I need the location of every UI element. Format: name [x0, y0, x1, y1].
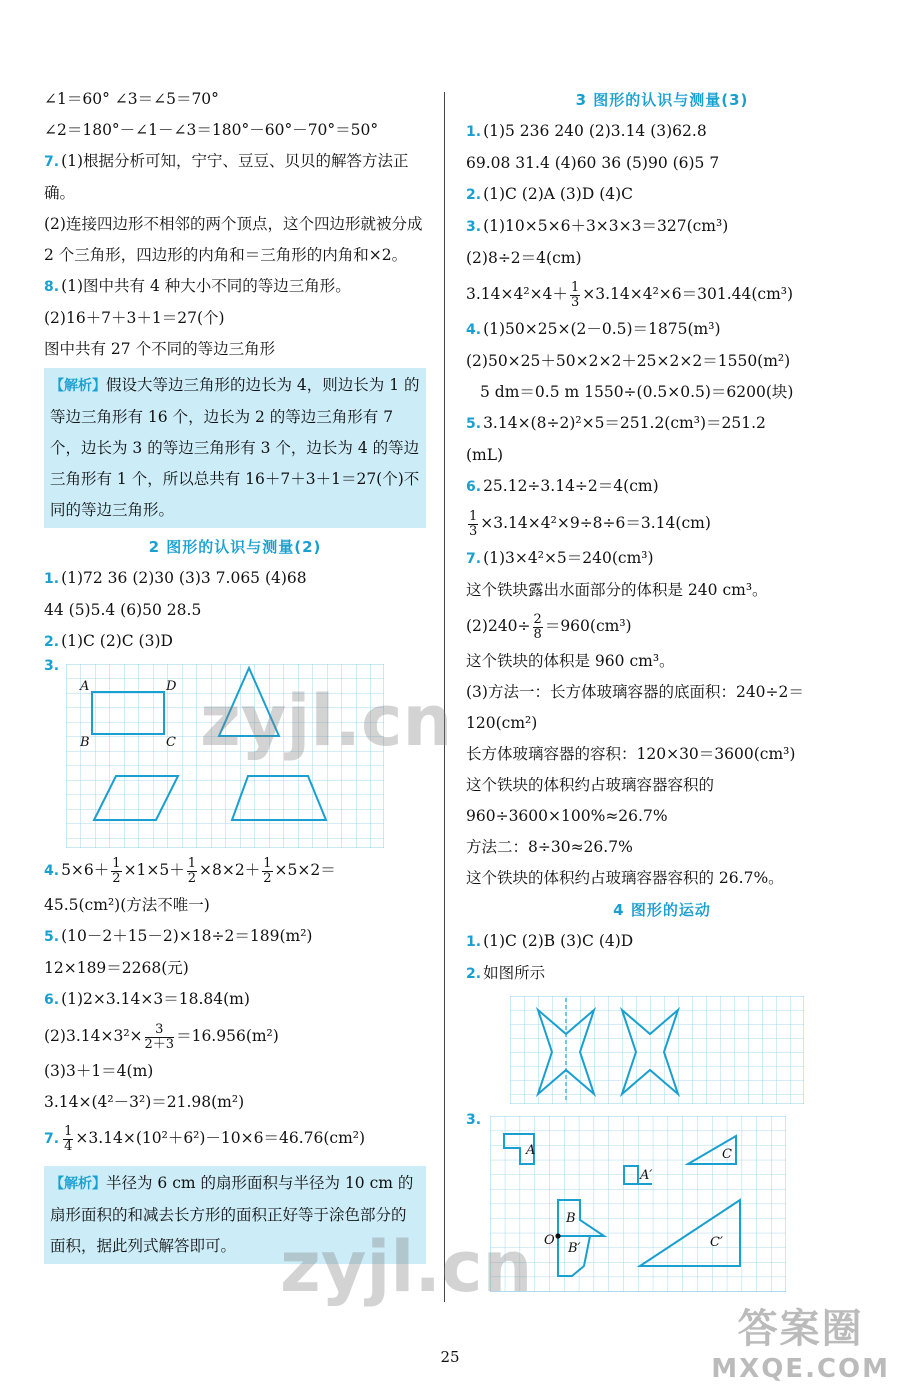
watermark-logo-bottom: MXQE.COM [711, 1354, 890, 1384]
s3-answer-7g: 这个铁块的体积约占玻璃容器容积的 960÷3600×100%≈26.7% [466, 776, 715, 825]
label-b: B [566, 1211, 576, 1226]
angle-line-1: ∠1＝60° ∠3＝∠5＝70° [44, 90, 219, 108]
s2-answer-4: 4. 5×6＋ $\frac{1}{2}$ ×1×5＋ $\frac{1}{2}$ ×8×2＋ $\frac{1}{2}$ ×5×2＝ [44, 855, 336, 886]
label-a: A [526, 1143, 536, 1158]
s3-answer-7e: (3)方法一：长方体玻璃容器的底面积：240÷2＝120(cm²) [466, 683, 804, 732]
s3-answer-2: 2. (1)C (2)A (3)D (4)C [466, 185, 634, 203]
s3-answer-6a: 6. 25.12÷3.14÷2＝4(cm) [466, 477, 659, 495]
s3-answer-3c: 3.14×4²×4＋ $\frac{1}{3}$ ×3.14×4²×6＝301.44(cm³) [466, 279, 794, 310]
analysis-tag: 【解析】 [50, 1176, 106, 1192]
section-title-2: 2 图形的认识与测量(2) [148, 538, 322, 556]
question-number: 3. [44, 658, 60, 674]
s3-answer-7f: 长方体玻璃容器的容积：120×30＝3600(cm³) [466, 745, 796, 763]
fraction: $\frac{2}{8}$ [533, 611, 542, 642]
s3-answer-7h: 方法二：8÷30≈26.7% [466, 838, 633, 856]
question-number: 6. [466, 479, 482, 495]
s3-answer-7c: (2)240÷ $\frac{2}{8}$ ＝960(cm³) [466, 611, 632, 642]
question-number: 5. [466, 416, 482, 432]
s3-answer-1a: 1. (1)5 236 240 (2)3.14 (3)62.8 [466, 122, 707, 140]
s2-answer-6b: (2)3.14×3²× $\frac{3}{2+3}$ ＝16.956(m²) [44, 1021, 279, 1052]
s2-answer-5b: 12×189＝2268(元) [44, 959, 189, 977]
s3-answer-5b: (mL) [466, 446, 504, 464]
question-number: 2. [466, 966, 482, 982]
page-number: 25 [440, 1348, 460, 1366]
s2-answer-6a: 6. (1)2×3.14×3＝18.84(m) [44, 990, 250, 1008]
question-number: 8. [44, 279, 60, 295]
angle-line-2: ∠2＝180°－∠1－∠3＝180°－60°－70°＝50° [44, 121, 379, 139]
fraction: $\frac{3}{2+3}$ [144, 1021, 175, 1052]
answer-7-1: 7. (1)根据分析可知，宁宁、豆豆、贝贝的解答方法正确。 [44, 152, 409, 202]
s3-answer-7a: 7. (1)3×4²×5＝240(cm³) [466, 549, 654, 567]
question-number: 6. [44, 992, 60, 1008]
question-number: 3. [466, 219, 482, 235]
s2-answer-2: 2. (1)C (2)C (3)D [44, 632, 173, 650]
watermark-logo [711, 1297, 890, 1384]
grid-figure-transformations [490, 1116, 786, 1292]
fraction: $\frac{1}{2}$ [112, 855, 121, 886]
s3-answer-7b: 这个铁块露出水面部分的体积是 240 cm³。 [466, 581, 768, 599]
section-title-3: 3 图形的认识与测量(3) [575, 91, 749, 109]
answer-8-1: 8. (1)图中共有 4 种大小不同的等边三角形。 [44, 277, 351, 295]
answer-8-3: 图中共有 27 个不同的等边三角形 [44, 340, 276, 358]
question-number: 7. [44, 1131, 60, 1147]
fraction: $\frac{1}{3}$ [570, 279, 580, 310]
s4-answer-3 [466, 1112, 858, 1300]
label-b-prime: B′ [568, 1241, 581, 1256]
fraction: $\frac{1}{3}$ [469, 508, 478, 539]
s3-answer-3b: (2)8÷2＝4(cm) [466, 249, 582, 267]
vertex-label-b: B [80, 735, 90, 750]
question-number: 7. [466, 551, 482, 567]
s3-answer-6b: $\frac{1}{3}$ ×3.14×4²×9÷8÷6＝3.14(cm) [469, 508, 711, 539]
analysis-box-1: 【解析】假设大等边三角形的边长为 4，则边长为 1 的等边三角形有 16 个，边长为 2 的等边三角形有 7 个，边长为 3 的等边三角形有 3 个，边长为 4 的等边三角形有 1 个，所以总共有 16＋7＋3＋1＝27(个)不同的等边三角形。 [44, 368, 426, 528]
watermark-logo-top: 答案圈 [737, 1306, 864, 1352]
analysis-box-2: 【解析】半径为 6 cm 的扇形面积与半径为 10 cm 的扇形面积的和减去长方形的面积正好等于涂色部分的面积，据此列式解答即可。 [44, 1166, 426, 1264]
s4-answer-2: 2. 如图所示 [466, 964, 546, 982]
watermark-site-1: zyjl.cn [200, 680, 453, 762]
label-c: C [722, 1147, 732, 1162]
s3-answer-4c: 5 dm＝0.5 m 1550÷(0.5×0.5)＝6200(块) [480, 383, 794, 401]
question-number: 5. [44, 929, 60, 945]
grid-figure-shapes [66, 664, 384, 848]
question-number: 1. [466, 934, 482, 950]
s3-answer-7d: 这个铁块的体积是 960 cm³。 [466, 652, 675, 670]
s3-answer-4b: (2)50×25＋50×2×2＋25×2×2＝1550(m²) [466, 352, 791, 370]
question-number: 2. [466, 187, 482, 203]
question-number: 1. [44, 571, 60, 587]
grid-figure-symmetric-stars [510, 996, 804, 1104]
vertex-label-d: D [166, 679, 177, 694]
s3-answer-5a: 5. 3.14×(8÷2)²×5＝251.2(cm³)＝251.2 [466, 414, 766, 432]
s2-answer-3 [44, 658, 426, 850]
s3-answer-1b: 69.08 31.4 (4)60 36 (5)90 (6)5 7 [466, 154, 720, 172]
s3-answer-7i: 这个铁块的体积约占玻璃容器容积的 26.7%。 [466, 869, 784, 887]
question-number: 2. [44, 634, 60, 650]
answer-7-2: (2)连接四边形不相邻的两个顶点，这个四边形就被分成 2 个三角形，四边形的内角和＝三角形的内角和×2。 [44, 215, 423, 264]
s2-answer-4b: 45.5(cm²)(方法不唯一) [44, 896, 210, 914]
s3-answer-4a: 4. (1)50×25×(2－0.5)＝1875(m³) [466, 320, 721, 338]
section-title-4: 4 图形的运动 [613, 901, 711, 919]
question-number: 4. [44, 863, 60, 879]
s2-answer-5a: 5. (10－2＋15－2)×18÷2＝189(m²) [44, 927, 313, 945]
label-o: O [544, 1233, 555, 1248]
question-number: 4. [466, 322, 482, 338]
s2-answer-6c: (3)3＋1＝4(m) [44, 1062, 154, 1080]
fraction: $\frac{1}{2}$ [187, 855, 197, 886]
question-number: 1. [466, 124, 482, 140]
rotation-center-point [555, 1233, 560, 1238]
watermark-site-2: zyjl.cn [280, 1226, 533, 1308]
s2-answer-1b: 44 (5)5.4 (6)50 28.5 [44, 601, 202, 619]
answer-8-2: (2)16＋7＋3＋1＝27(个) [44, 309, 225, 327]
vertex-label-a: A [80, 679, 90, 694]
fraction: $\frac{1}{2}$ [263, 855, 272, 886]
s3-answer-3a: 3. (1)10×5×6＋3×3×3＝327(cm³) [466, 217, 729, 235]
label-c-prime: C′ [710, 1235, 723, 1250]
left-column [44, 84, 426, 1267]
vertex-label-c: C [166, 735, 176, 750]
s2-answer-6d: 3.14×(4²－3²)＝21.98(m²) [44, 1093, 245, 1111]
column-divider [444, 92, 445, 1302]
right-column [466, 84, 858, 1300]
fraction: $\frac{1}{4}$ [64, 1123, 73, 1154]
question-number: 7. [44, 154, 60, 170]
s2-answer-7: 7. $\frac{1}{4}$ ×3.14×(10²＋6²)－10×6＝46.76(cm²) [44, 1123, 366, 1154]
question-number: 3. [466, 1112, 482, 1128]
label-a-prime: A′ [640, 1168, 653, 1183]
s4-answer-1: 1. (1)C (2)B (3)C (4)D [466, 932, 634, 950]
s2-answer-1a: 1. (1)72 36 (2)30 (3)3 7.065 (4)68 [44, 569, 307, 587]
analysis-tag: 【解析】 [50, 378, 106, 394]
